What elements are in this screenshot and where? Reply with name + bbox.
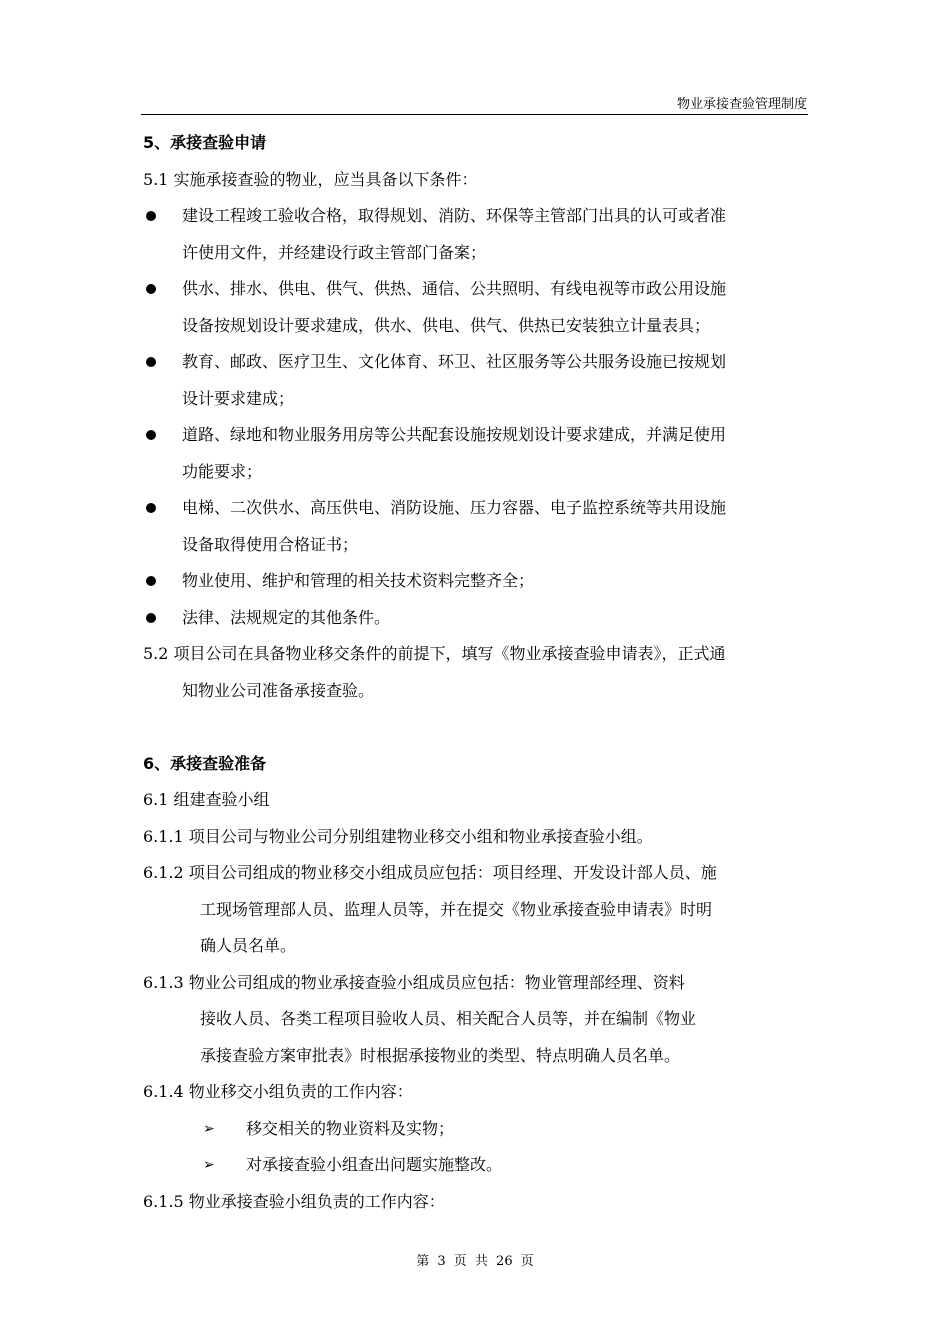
paragraph-6-1-4: 6.1.4 物业移交小组负责的工作内容： [143,1082,413,1101]
bullet-item [143,198,809,235]
bullet-icon [146,613,156,623]
bullet-item [143,563,809,600]
bullet-text: 物业使用、维护和管理的相关技术资料完整齐全； [182,571,535,590]
bullet-icon [146,576,156,586]
bullet-item [143,344,809,381]
arrow-bullet-icon: ➢ [203,1157,215,1173]
bullet-item [143,490,809,527]
bullet-icon [146,284,156,294]
bullet-icon [146,357,156,367]
bullet-text: 法律、法规规定的其他条件。 [182,607,391,627]
header-divider [141,114,808,115]
paragraph-6-1: 6.1 组建查验小组 [143,790,270,809]
paragraph-5-2: 5.2 项目公司在具备物业移交条件的前提下，填写《物业承接查验申请表》，正式通 [143,644,726,663]
document-body [143,125,809,1220]
arrow-bullet-icon: ➢ [203,1120,215,1137]
bullet-continuation: 设备取得使用合格证书； [182,534,359,554]
section-gap [143,709,809,746]
bullet-icon [146,430,156,440]
paragraph-6-1-5: 6.1.5 物业承接查验小组负责的工作内容： [143,1191,445,1211]
arrow-item-text: 移交相关的物业资料及实物； [246,1118,455,1138]
arrow-item-text: 对承接查验小组查出问题实施整改。 [246,1155,503,1174]
paragraph-6-1-2-continuation: 确人员名单。 [200,936,297,955]
section-6-heading: 6、承接查验准备 [143,753,267,773]
section-5-heading: 5、承接查验申请 [143,133,267,152]
bullet-continuation: 功能要求； [182,461,263,481]
bullet-continuation: 设备按规划设计要求建成，供水、供电、供气、供热已安装独立计量表具； [182,315,711,335]
bullet-text: 供水、排水、供电、供气、供热、通信、公共照明、有线电视等市政公用设施 [182,279,727,298]
paragraph-5-1: 5.1 实施承接查验的物业，应当具备以下条件： [143,169,478,189]
paragraph-6-1-2-continuation: 工现场管理部人员、监理人员等，并在提交《物业承接查验申请表》时明 [200,899,713,919]
bullet-continuation: 设计要求建成； [182,388,295,408]
bullet-text: 建设工程竣工验收合格，取得规划、消防、环保等主管部门出具的认可或者准 [182,206,727,225]
arrow-list-item [143,1147,809,1184]
running-header-title: 物业承接查验管理制度 [676,97,807,112]
bullet-text: 教育、邮政、医疗卫生、文化体育、环卫、社区服务等公共服务设施已按规划 [182,352,727,371]
page-number-footer: 第 3 页 共 26 页 [416,1254,534,1269]
paragraph-6-1-3-continuation: 接收人员、各类工程项目验收人员、相关配合人员等，并在编制《物业 [200,1009,697,1028]
bullet-item [143,600,809,637]
arrow-list-item [143,1111,809,1148]
paragraph-6-1-1: 6.1.1 项目公司与物业公司分别组建物业移交小组和物业承接查验小组。 [143,826,653,846]
paragraph-6-1-3: 6.1.3 物业公司组成的物业承接查验小组成员应包括：物业管理部经理、资料 [143,972,685,992]
bullet-text: 道路、绿地和物业服务用房等公共配套设施按规划设计要求建成，并满足使用 [182,425,727,444]
bullet-continuation: 许使用文件，并经建设行政主管部门备案； [182,242,487,262]
bullet-item [143,417,809,454]
bullet-icon [146,211,156,221]
bullet-item [143,271,809,308]
paragraph-5-2-continuation: 知物业公司准备承接查验。 [182,680,375,700]
bullet-text: 电梯、二次供水、高压供电、消防设施、压力容器、电子监控系统等共用设施 [182,498,727,517]
paragraph-6-1-3-continuation: 承接查验方案审批表》时根据承接物业的类型、特点明确人员名单。 [200,1045,681,1065]
paragraph-6-1-2: 6.1.2 项目公司组成的物业移交小组成员应包括：项目经理、开发设计部人员、施 [143,863,717,882]
bullet-icon [146,503,156,513]
